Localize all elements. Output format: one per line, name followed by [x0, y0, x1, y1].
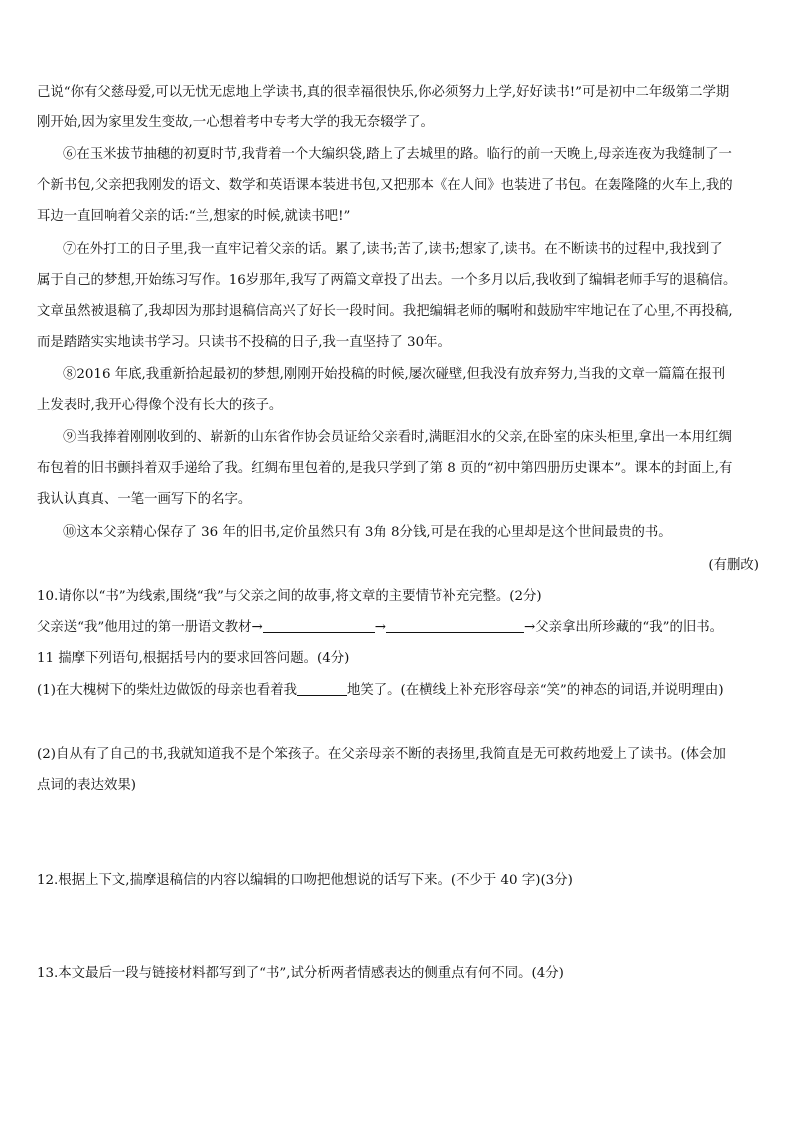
q11-1-text-after: 地笑了。(在横线上补充形容母亲“笑”的神态的词语,并说明理由) — [347, 683, 724, 698]
question-11-prompt: 11 揣摩下列语句,根据括号内的要求回答问题。(4分) — [37, 651, 350, 666]
answer-blank-2[interactable] — [386, 618, 524, 633]
question-13-prompt: 13.本文最后一段与链接材料都写到了“书”,试分析两者情感表达的侧重点有何不同。(4分) — [37, 966, 564, 981]
chain-end: →父亲拿出所珍藏的“我”的旧书。 — [524, 620, 724, 635]
source-note: (有删改) — [708, 558, 759, 573]
paragraph-8-line: ⑧2016 年底,我重新拾起最初的梦想,刚刚开始投稿的时候,屡次碰壁,但我没有放弃努力,当我的文章一篇篇在报刊 — [63, 367, 726, 382]
paragraph-10-line: ⑩这本父亲精心保存了 36 年的旧书,定价虽然只有 3角 8分钱,可是在我的心里却是这个世间最贵的书。 — [63, 525, 672, 540]
paragraph-7-line: 文章虽然被退稿了,我却因为那封退稿信高兴了好长一段时间。我把编辑老师的嘱咐和鼓励牢牢地记在了心里,不再投稿, — [37, 304, 733, 319]
passage-line: 刚开始,因为家里发生变故,一心想着考中专考大学的我无奈辍学了。 — [37, 115, 434, 130]
paragraph-6-line: ⑥在玉米拔节抽穗的初夏时节,我背着一个大编织袋,踏上了去城里的路。临行的前一天晚上,母亲连夜为我缝制了一 — [63, 147, 732, 162]
chain-start: 父亲送“我”他用过的第一册语文教材→ — [37, 620, 263, 635]
paragraph-7-line: 属于自己的梦想,开始练习写作。16岁那年,我写了两篇文章投了出去。一个多月以后,我收到了编辑老师手写的退稿信。 — [37, 273, 737, 288]
paragraph-9-line: 我认认真真、一笔一画写下的名字。 — [37, 492, 252, 507]
paragraph-6-line: 个新书包,父亲把我刚发的语文、数学和英语课本装进书包,又把那本《在人间》也装进了书包。在轰隆隆的火车上,我的 — [37, 178, 733, 193]
paragraph-9-line: ⑨当我捧着刚刚收到的、崭新的山东省作协会员证给父亲看时,满眶泪水的父亲,在卧室的床头柜里,拿出一本用红绸 — [63, 430, 732, 445]
chain-arrow: → — [374, 620, 387, 635]
paragraph-6-line: 耳边一直回响着父亲的话:“兰,想家的时候,就读书吧!” — [37, 209, 351, 224]
paragraph-7-line: ⑦在外打工的日子里,我一直牢记着父亲的话。累了,读书;苦了,读书;想家了,读书。在不断读书的过程中,我找到了 — [63, 242, 723, 257]
paragraph-7-line: 而是踏踏实实地读书学习。只读书不投稿的日子,我一直坚持了 30年。 — [37, 335, 451, 350]
question-10-chain — [37, 618, 759, 638]
answer-blank-1[interactable] — [263, 618, 375, 633]
answer-blank-3[interactable] — [297, 681, 347, 696]
q11-1-text-before: (1)在大槐树下的柴灶边做饭的母亲也看着我 — [37, 683, 297, 698]
question-10-prompt: 10.请你以“书”为线索,围绕“我”与父亲之间的故事,将文章的主要情节补充完整。(2分) — [37, 589, 542, 604]
passage-line: 己说“你有父慈母爱,可以无忧无虑地上学读书,真的很幸福很快乐,你必须努力上学,好好读书!”可是初中二年级第二学期 — [37, 85, 730, 100]
paragraph-9-line: 布包着的旧书颤抖着双手递给了我。红绸布里包着的,是我只学到了第 8 页的“初中第四册历史课本”。课本的封面上,有 — [37, 461, 733, 476]
question-11-2-line: (2)自从有了自己的书,我就知道我不是个笨孩子。在父亲母亲不断的表扬里,我简直是无可救药地爱上了读书。(体会加 — [37, 747, 726, 762]
question-11-2-line: 点词的表达效果) — [37, 778, 136, 793]
question-11-1 — [37, 681, 759, 701]
paragraph-8-line: 上发表时,我开心得像个没有长大的孩子。 — [37, 398, 283, 413]
question-12-prompt: 12.根据上下文,揣摩退稿信的内容以编辑的口吻把他想说的话写下来。(不少于 40 字)(3分) — [37, 873, 573, 888]
